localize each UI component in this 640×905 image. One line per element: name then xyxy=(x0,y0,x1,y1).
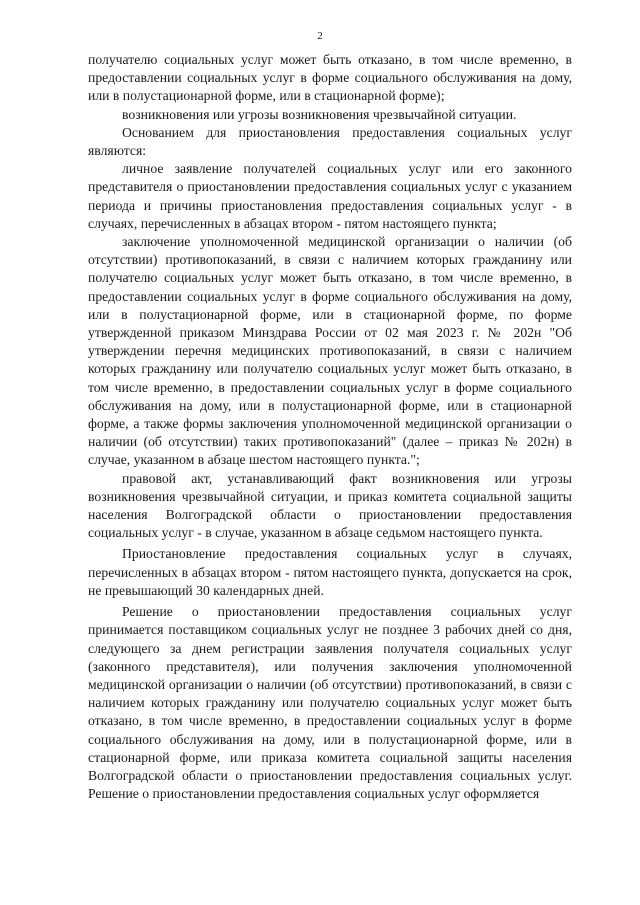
paragraph-5: заключение уполномоченной медицинской организации о наличии (об отсутствии) противопоказаний, в связи с наличием которых гражданину или получателю социальных услуг может быть отказано, в том числе временно, в предоставлении социальных услуг в форме социального обслуживания на дому, или в полустационарной форме, или в стационарной форме, по форме утвержденной приказом Минздрава России от 02 мая 2023 г. № 202н "Об утверждении перечня медицинских противопоказаний, в связи с наличием которых гражданину или получателю социальных услуг может быть отказано, в том числе временно, в предоставлении социальных услуг в форме социального обслуживания на дому, или в полустационарной форме, или в стационарной форме, а также формы заключения уполномоченной медицинской организации о наличии (об отсутствии) таких противопоказаний" (далее – приказ № 202н) в случае, указанном в абзаце шестом настоящего пункта."; xyxy=(88,234,572,468)
paragraph-2: возникновения или угрозы возникновения чрезвычайной ситуации. xyxy=(122,106,517,122)
paragraph-1: получателю социальных услуг может быть отказано, в том числе временно, в предоставлении социальных услуг в форме социального обслуживания на дому, или в полустационарной форме, или в стационарной форме); xyxy=(88,52,572,104)
document-body xyxy=(88,51,572,803)
page-number: 2 xyxy=(317,30,323,42)
paragraph-6: правовой акт, устанавливающий факт возникновения или угрозы возникновения чрезвычайной ситуации, и приказ комитета социальной защиты населения Волгоградской области о приостановлении предоставления социальных услуг - в случае, указанном в абзаце седьмом настоящего пункта. xyxy=(88,470,572,541)
paragraph-7: Приостановление предоставления социальных услуг в случаях, перечисленных в абзацах втором - пятом настоящего пункта, допускается на срок, не превышающий 30 календарных дней. xyxy=(88,546,572,598)
paragraph-8: Решение о приостановлении предоставления социальных услуг принимается поставщиком социальных услуг не позднее 3 рабочих дней со дня, следующего за днем регистрации заявления получателя социальных услуг (законного представителя), или получения заключения уполномоченной медицинской организации о наличии (об отсутствии) противопоказаний, в связи с наличием которых гражданину или получателю социальных услуг может быть отказано, в том числе временно, в предоставлении социальных услуг в форме социального обслуживания на дому, или в полустационарной форме, или в стационарной форме, или приказа комитета социальной защиты населения Волгоградской области о приостановлении предоставления социальных услуг. Решение о приостановлении предоставления социальных услуг оформляется xyxy=(88,604,572,802)
paragraph-3: Основанием для приостановления предоставления социальных услуг являются: xyxy=(88,124,572,159)
paragraph-4: личное заявление получателей социальных услуг или его законного представителя о приостановлении предоставления социальных услуг с указанием периода и причины приостановления предоставления социальных услуг - в случаях, перечисленных в абзацах втором - пятом настоящего пункта; xyxy=(88,161,572,231)
